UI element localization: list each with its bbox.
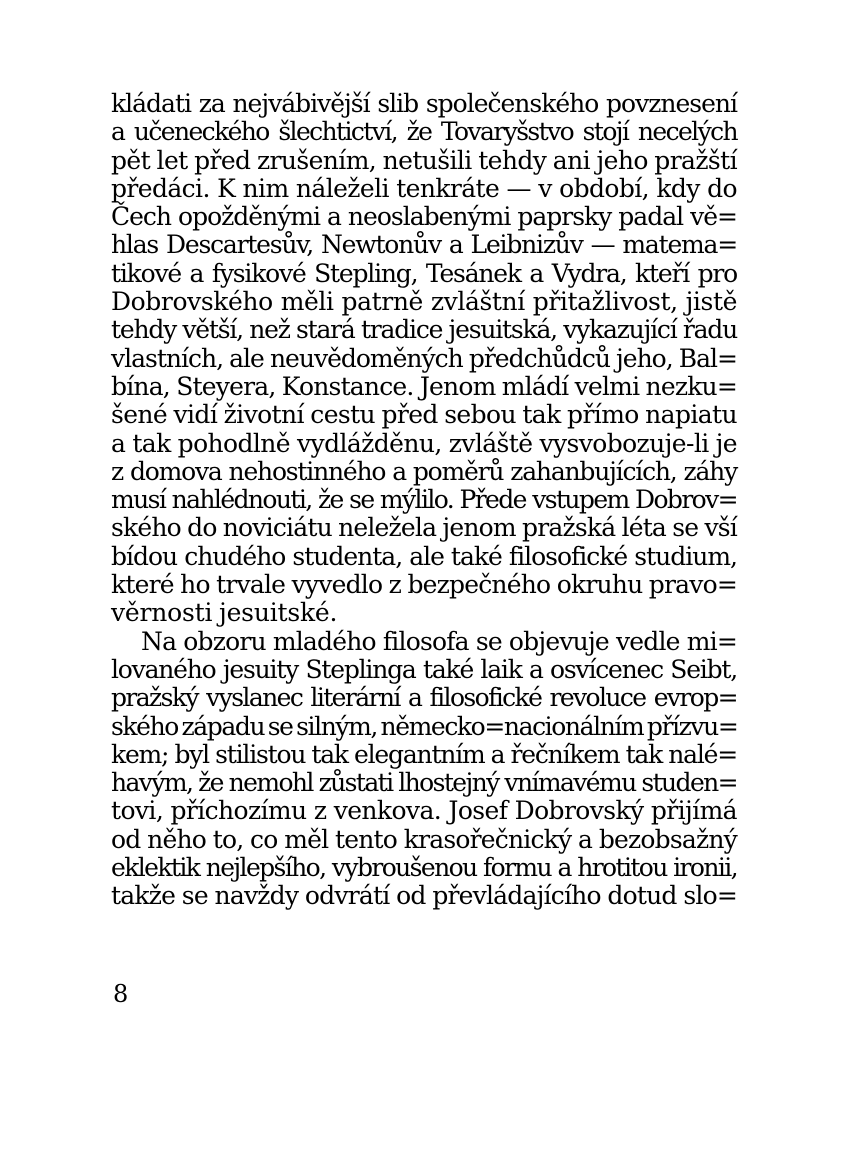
text-line: věrnosti jesuitské.	[111, 598, 338, 628]
text-line: pět let před zrušením, netušili tehdy ani jeho pražští	[111, 145, 737, 175]
text-line: Na obzoru mladého filosofa se objevuje vedle mi=	[141, 626, 737, 656]
text-line: bídou chudého studenta, ale také filosofické studium,	[111, 541, 737, 571]
page-number: 8	[113, 980, 129, 1008]
text-line: kládati za nejvábivější slib společenského povznesení	[111, 89, 737, 118]
text-line: takže se navždy odvrátí od převládajícího dotud slo=	[111, 881, 737, 911]
text-line: ského do noviciátu neležela jenom pražská léta se vší	[111, 513, 737, 543]
text-line: tovi, příchozímu z venkova. Josef Dobrovský přijímá	[111, 796, 737, 826]
text-line: lovaného jesuity Steplinga také laik a osvícenec Seibt,	[111, 654, 737, 684]
text-line: kem; byl stilistou tak elegantním a řečníkem tak nalé=	[111, 739, 737, 769]
text-line: Dobrovského měli patrně zvláštní přitažlivost, jistě	[111, 287, 737, 317]
text-line: od něho to, co měl tento krasořečnický a bezobsažný	[111, 824, 737, 854]
text-line: a tak pohodlně vydlážděnu, zvláště vysvobozuje-li je	[111, 428, 737, 458]
text-line: bína, Steyera, Konstance. Jenom mládí velmi nezku=	[111, 371, 737, 401]
text-line: eklektik nejlepšího, vybroušenou formu a hrotitou ironii,	[111, 853, 737, 883]
text-line: a učeneckého šlechtictví, že Tovaryšstvo stojí necelých	[111, 117, 737, 147]
text-line: ského západu se silným, německo=nacionálním přízvu=	[111, 711, 738, 741]
text-line: Čech opožděnými a neoslabenými paprsky padal vě=	[111, 202, 737, 232]
text-line: které ho trvale vyvedlo z bezpečného okruhu pravo=	[111, 570, 737, 600]
text-line: šené vidí životní cestu před sebou tak přímo napiatu	[111, 400, 737, 430]
text-line: předáci. K nim náleželi tenkráte — v období, kdy do	[111, 173, 737, 203]
text-line: tikové a fysikové Stepling, Tesánek a Vydra, kteří pro	[111, 258, 737, 288]
body-text	[111, 90, 737, 911]
text-line: pražský vyslanec literární a filosofické revoluce evrop=	[111, 683, 737, 713]
text-line: z domova nehostinného a poměrů zahanbujících, záhy	[111, 456, 737, 486]
text-line: hlas Descartesův, Newtonův a Leibnizův — matema=	[111, 230, 737, 260]
text-line: musí nahlédnouti, že se mýlilo. Přede vstupem Dobrov=	[111, 485, 737, 515]
text-line: havým, že nemohl zůstati lhostejný vnímavému studen=	[111, 768, 737, 798]
text-line: vlastních, ale neuvědoměných předchůdců jeho, Bal=	[111, 343, 737, 373]
text-line: tehdy větší, než stará tradice jesuitská, vykazující řadu	[111, 315, 737, 345]
